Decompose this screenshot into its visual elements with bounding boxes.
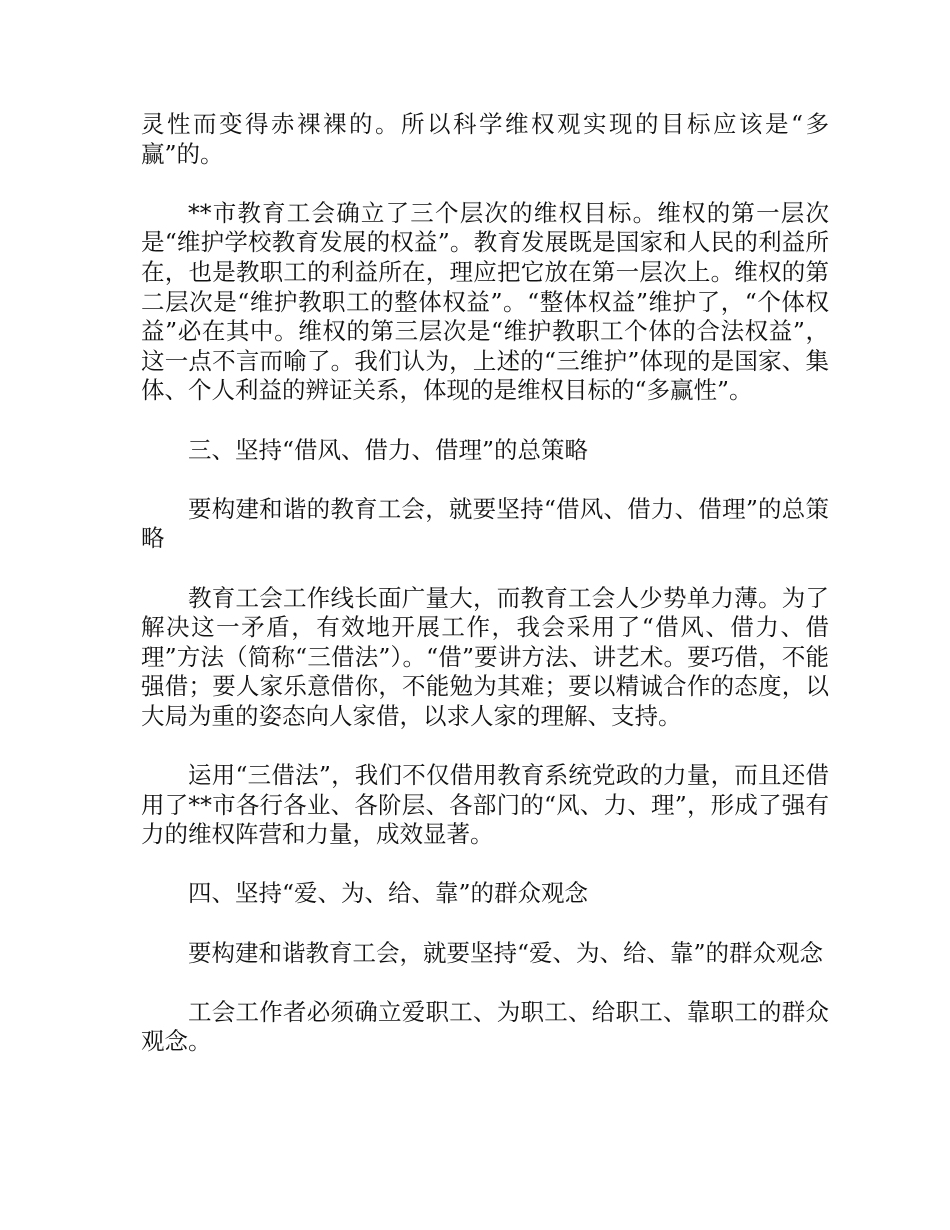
- paragraph-three-borrow-method: 教育工会工作线长面广量大，而教育工会人少势单力薄。为了解决这一矛盾，有效地开展工作，我会采用了“借风、借力、借理”方法（简称“三借法”）。“借”要讲方法、讲艺术。要巧借，不能强借；要人家乐意借你，不能勉为其难；要以精诚合作的态度，以大局为重的姿态向人家借，以求人家的理解、支持。: [141, 583, 829, 730]
- paragraph-mass-concept: 工会工作者必须确立爱职工、为职工、给职工、靠职工的群众观念。: [141, 997, 829, 1056]
- document-page: [141, 110, 829, 1087]
- paragraph-borrow-results: 运用“三借法”，我们不仅借用教育系统党政的力量，而且还借用了**市各行各业、各阶层、各部门的“风、力、理”，形成了强有力的维权阵营和力量，成效显著。: [141, 761, 829, 849]
- section-heading-four: 四、坚持“爱、为、给、靠”的群众观念: [188, 879, 589, 908]
- paragraph-mass-concept-intro: 要构建和谐教育工会，就要坚持“爱、为、给、靠”的群众观念: [188, 938, 824, 967]
- paragraph-continuation: 灵性而变得赤裸裸的。所以科学维权观实现的目标应该是“多赢”的。: [141, 110, 829, 168]
- paragraph-strategy-intro: 要构建和谐的教育工会，就要坚持“借风、借力、借理”的总策略: [141, 494, 829, 553]
- paragraph-three-levels: **市教育工会确立了三个层次的维权目标。维权的第一层次是“维护学校教育发展的权益”。教育发展既是国家和人民的利益所在，也是教职工的利益所在，理应把它放在第一层次上。维权的第二层次是“维护教职工的整体权益”。“整体权益”维护了，“个体权益”必在其中。维权的第三层次是“维护教职工个体的合法权益”，这一点不言而喻了。我们认为，上述的“三维护”体现的是国家、集体、个人利益的辨证关系，体现的是维权目标的“多赢性”。: [141, 198, 829, 405]
- section-heading-three: 三、坚持“借风、借力、借理”的总策略: [188, 435, 589, 464]
